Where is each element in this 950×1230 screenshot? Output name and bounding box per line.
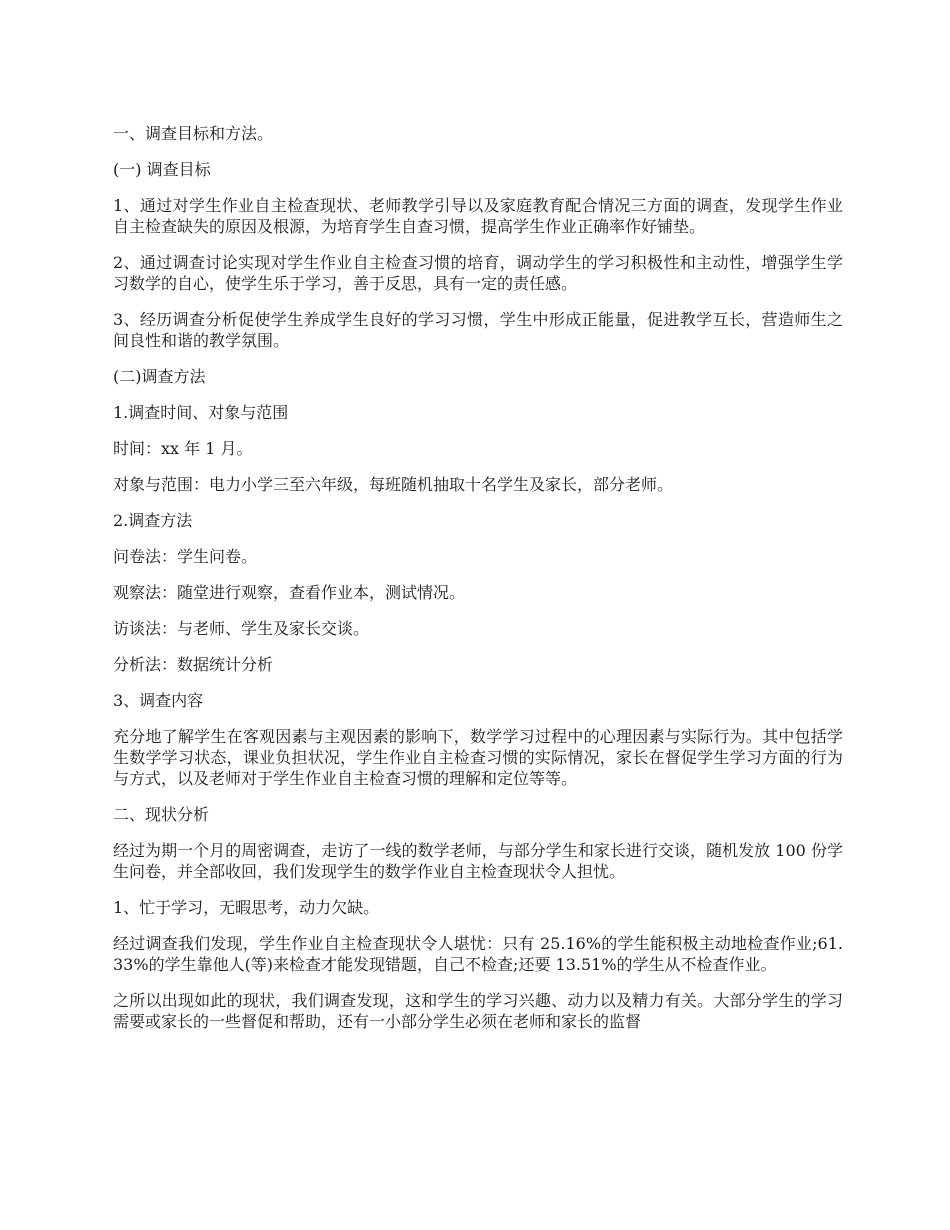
document-body bbox=[113, 123, 843, 1047]
paragraph-status-intro: 经过为期一个月的周密调查，走访了一线的数学老师，与部分学生和家长进行交谈，随机发放 100 份学生问卷，并全部收回，我们发现学生的数学作业自主检查现状令人担忧。 bbox=[113, 841, 843, 881]
paragraph-methods-title: 2.调查方法 bbox=[113, 511, 193, 530]
heading-status-analysis: 二、现状分析 bbox=[113, 805, 210, 824]
paragraph-status-reasons: 之所以出现如此的现状，我们调查发现，这和学生的学习兴趣、动力以及精力有关。大部分学生的学习需要或家长的一些督促和帮助，还有一小部分学生必须在老师和家长的监督 bbox=[113, 991, 843, 1031]
subheading-survey-methods: (二)调查方法 bbox=[113, 367, 206, 386]
paragraph-interview: 访谈法：与老师、学生及家长交谈。 bbox=[113, 619, 370, 638]
paragraph-content-title: 3、调查内容 bbox=[113, 691, 204, 710]
heading-survey-goals-and-methods: 一、调查目标和方法。 bbox=[113, 124, 274, 143]
paragraph-observation: 观察法：随堂进行观察，查看作业本，测试情况。 bbox=[113, 583, 466, 602]
paragraph-content: 充分地了解学生在客观因素与主观因素的影响下，数学学习过程中的心理因素与实际行为。其中包括学生数学学习状态，课业负担状况，学生作业自主检查习惯的实际情况，家长在督促学生学习方面的行为与方式，以及老师对于学生作业自主检查习惯的理解和定位等等。 bbox=[113, 727, 843, 788]
paragraph-status-1-title: 1、忙于学习，无暇思考，动力欠缺。 bbox=[113, 898, 380, 917]
paragraph-goal-1: 1、通过对学生作业自主检查现状、老师教学引导以及家庭教育配合情况三方面的调查，发现学生作业自主检查缺失的原因及根源，为培育学生自查习惯，提高学生作业正确率作好铺垫。 bbox=[113, 196, 843, 236]
paragraph-goal-3: 3、经历调查分析促使学生养成学生良好的学习习惯，学生中形成正能量，促进教学互长，营造师生之间良性和谐的教学氛围。 bbox=[113, 310, 843, 350]
paragraph-status-findings: 经过调查我们发现，学生作业自主检查现状令人堪忧：只有 25.16%的学生能积极主动地检查作业;61.33%的学生靠他人(等)来检查才能发现错题，自己不检查;还要 13.51%的学生从不检查作业。 bbox=[113, 934, 843, 974]
paragraph-questionnaire: 问卷法：学生问卷。 bbox=[113, 547, 258, 566]
paragraph-analysis: 分析法：数据统计分析 bbox=[113, 655, 274, 674]
paragraph-time-subject-scope: 1.调查时间、对象与范围 bbox=[113, 403, 289, 422]
paragraph-subject-scope: 对象与范围：电力小学三至六年级，每班随机抽取十名学生及家长，部分老师。 bbox=[113, 475, 674, 494]
paragraph-goal-2: 2、通过调查讨论实现对学生作业自主检查习惯的培育，调动学生的学习积极性和主动性，增强学生学习数学的自心，使学生乐于学习，善于反思，具有一定的责任感。 bbox=[113, 253, 843, 293]
subheading-survey-goals: (一) 调查目标 bbox=[113, 160, 211, 179]
paragraph-time: 时间：xx 年 1 月。 bbox=[113, 439, 253, 458]
